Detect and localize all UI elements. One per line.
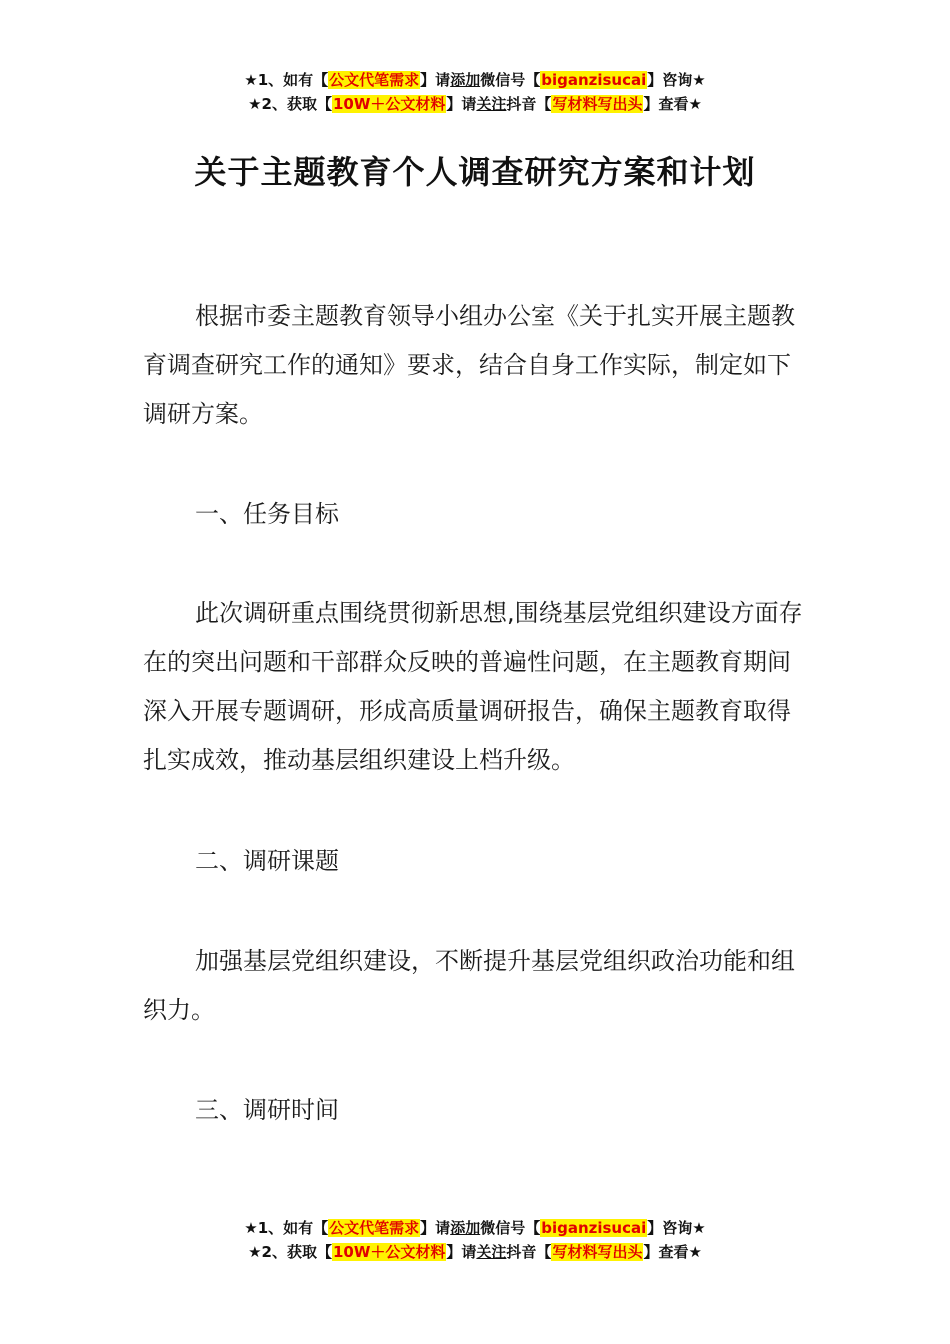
banner-highlight: biganzisucai xyxy=(541,1219,647,1237)
header-banner xyxy=(0,68,950,116)
banner-text: 抖音【 xyxy=(506,95,552,113)
banner-highlight: 写材料写出头 xyxy=(552,1243,643,1261)
document-title: 关于主题教育个人调查研究方案和计划 xyxy=(194,153,756,191)
section-heading-2: 二、调研课题 xyxy=(195,847,339,875)
banner-line-1 xyxy=(0,68,950,92)
banner-highlight: 公文代笔需求 xyxy=(329,1219,420,1237)
section-heading-1: 一、任务目标 xyxy=(195,500,339,528)
banner-text: 】查看★ xyxy=(643,1243,702,1261)
banner-highlight: biganzisucai xyxy=(541,71,647,89)
banner-text: ★1、如有【 xyxy=(244,71,329,89)
banner-text: ★1、如有【 xyxy=(244,1219,329,1237)
banner-line-1 xyxy=(0,1216,950,1240)
banner-highlight: 写材料写出头 xyxy=(552,95,643,113)
banner-highlight: 10W＋公文材料 xyxy=(332,95,446,113)
banner-underline: 关注 xyxy=(476,95,507,113)
banner-underline: 关注 xyxy=(476,1243,507,1261)
banner-text: 】咨询★ xyxy=(647,71,706,89)
banner-line-2 xyxy=(0,1240,950,1264)
banner-line-2 xyxy=(0,92,950,116)
banner-text: 】请 xyxy=(420,1219,451,1237)
banner-text: 抖音【 xyxy=(506,1243,552,1261)
section-body-2: 加强基层党组织建设，不断提升基层党组织政治功能和组织力。 xyxy=(143,947,795,1024)
banner-highlight: 公文代笔需求 xyxy=(329,71,420,89)
intro-paragraph: 根据市委主题教育领导小组办公室《关于扎实开展主题教育调查研究工作的通知》要求，结合自身工作实际，制定如下调研方案。 xyxy=(143,302,795,428)
banner-text: ★2、获取【 xyxy=(248,95,332,113)
banner-underline: 添加 xyxy=(450,1219,481,1237)
banner-text: 】咨询★ xyxy=(647,1219,706,1237)
banner-text: 微信号【 xyxy=(480,1219,541,1237)
banner-highlight: 10W＋公文材料 xyxy=(332,1243,446,1261)
banner-underline: 添加 xyxy=(450,71,481,89)
banner-text: 微信号【 xyxy=(480,71,541,89)
footer-banner xyxy=(0,1216,950,1264)
section-body-1: 此次调研重点围绕贯彻新思想,围绕基层党组织建设方面存在的突出问题和干部群众反映的普遍性问题，在主题教育期间深入开展专题调研，形成高质量调研报告，确保主题教育取得扎实成效，推动基层组织建设上档升级。 xyxy=(143,599,803,774)
section-heading-3: 三、调研时间 xyxy=(195,1096,339,1124)
banner-text: 】请 xyxy=(446,95,477,113)
banner-text: 】请 xyxy=(420,71,451,89)
banner-text: 】请 xyxy=(446,1243,477,1261)
banner-text: ★2、获取【 xyxy=(248,1243,332,1261)
banner-text: 】查看★ xyxy=(643,95,702,113)
